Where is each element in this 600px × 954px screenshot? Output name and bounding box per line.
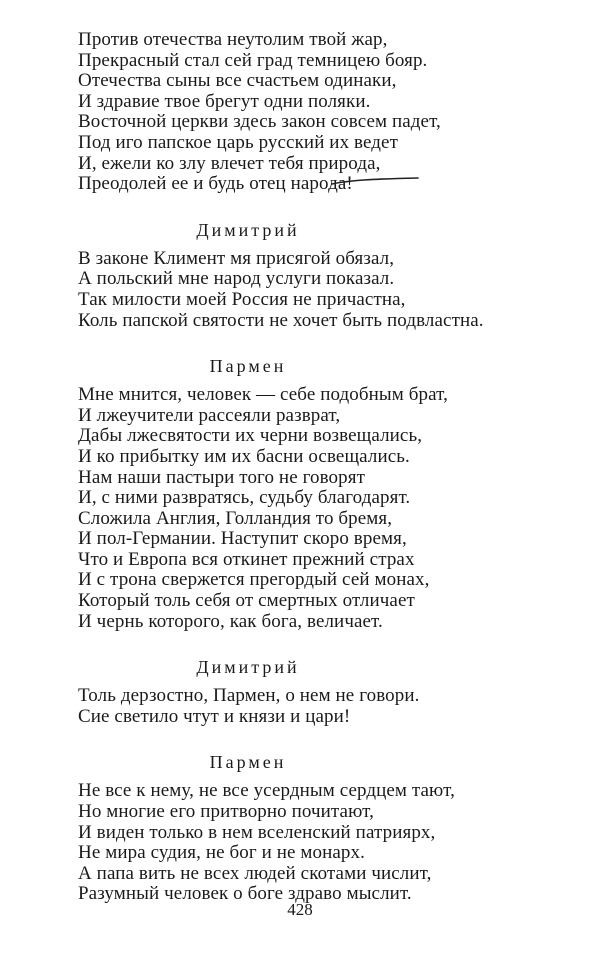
verse-line: И лжеучители рассеяли разврат, bbox=[78, 404, 341, 426]
verse-line: Не мира судия, не бог и не монарх. bbox=[78, 842, 365, 864]
verse-line: Преодолей ее и будь отец народа! bbox=[78, 173, 353, 195]
verse-line: Прекрасный стал сей град темницею бояр. bbox=[78, 49, 428, 71]
speaker-name: Димитрий bbox=[196, 657, 300, 678]
poem-page bbox=[78, 30, 578, 905]
verse-line: Что и Европа вся откинет прежний страх bbox=[78, 548, 415, 570]
verse-line: И виден только в нем вселенский патриярх, bbox=[78, 821, 436, 843]
verse-line: А папа вить не всех людей скотами числит, bbox=[78, 862, 432, 884]
speaker-name: Димитрий bbox=[196, 219, 300, 240]
verse-block bbox=[78, 385, 578, 632]
verse-line: И с трона свержется прегордый сей монах, bbox=[78, 569, 430, 591]
verse-line: Разумный человек о боге здраво мыслит. bbox=[78, 883, 412, 905]
verse-line: И пол-Германии. Наступит скоро время, bbox=[78, 528, 407, 550]
verse-line: Коль папской святости не хочет быть подвластна. bbox=[78, 309, 484, 331]
verse-block bbox=[78, 781, 578, 905]
verse-line: Нам наши пастыри того не говорят bbox=[78, 466, 365, 488]
verse-block bbox=[78, 249, 578, 331]
verse-line: Восточной церкви здесь закон совсем падет, bbox=[78, 111, 441, 133]
verse-line: Под иго папское царь русский их ведет bbox=[78, 131, 398, 153]
page-number: 428 bbox=[287, 900, 313, 919]
verse-line: Не все к нему, не все усердным сердцем тают, bbox=[78, 780, 455, 802]
verse-line: Мне мнится, человек — себе подобным брат, bbox=[78, 384, 448, 406]
speaker-name: Пармен bbox=[209, 752, 287, 773]
verse-line: И, ежели ко злу влечет тебя природа, bbox=[78, 152, 381, 174]
verse-line: И, с ними развратясь, судьбу благодарят. bbox=[78, 487, 411, 509]
verse-line: Но многие его притворно почитают, bbox=[78, 801, 374, 823]
verse-line: Против отечества неутолим твой жар, bbox=[78, 29, 388, 50]
verse-line: И здравие твое брегут одни поляки. bbox=[78, 90, 371, 112]
verse-block bbox=[78, 30, 578, 195]
verse-line: И чернь которого, как бога, величает. bbox=[78, 610, 383, 632]
verse-line: В законе Климент мя присягой обязал, bbox=[78, 247, 395, 269]
verse-line: И ко прибытку им их басни освещались. bbox=[78, 445, 410, 467]
verse-line: Дабы лжесвятости их черни возвещались, bbox=[78, 425, 423, 447]
verse-line: А польский мне народ услуги показал. bbox=[78, 268, 395, 290]
verse-block bbox=[78, 686, 578, 727]
speaker-name: Пармен bbox=[209, 356, 287, 377]
verse-line: Сие светило чтут и князи и цари! bbox=[78, 705, 351, 727]
verse-line: Так милости моей Россия не причастна, bbox=[78, 288, 406, 310]
verse-line: Отечества сыны все счастьем одинаки, bbox=[78, 70, 397, 92]
verse-line: Который толь себя от смертных отличает bbox=[78, 590, 415, 612]
verse-line: Толь дерзостно, Пармен, о нем не говори. bbox=[78, 685, 420, 707]
verse-line: Сложила Англия, Голландия то бремя, bbox=[78, 507, 393, 529]
